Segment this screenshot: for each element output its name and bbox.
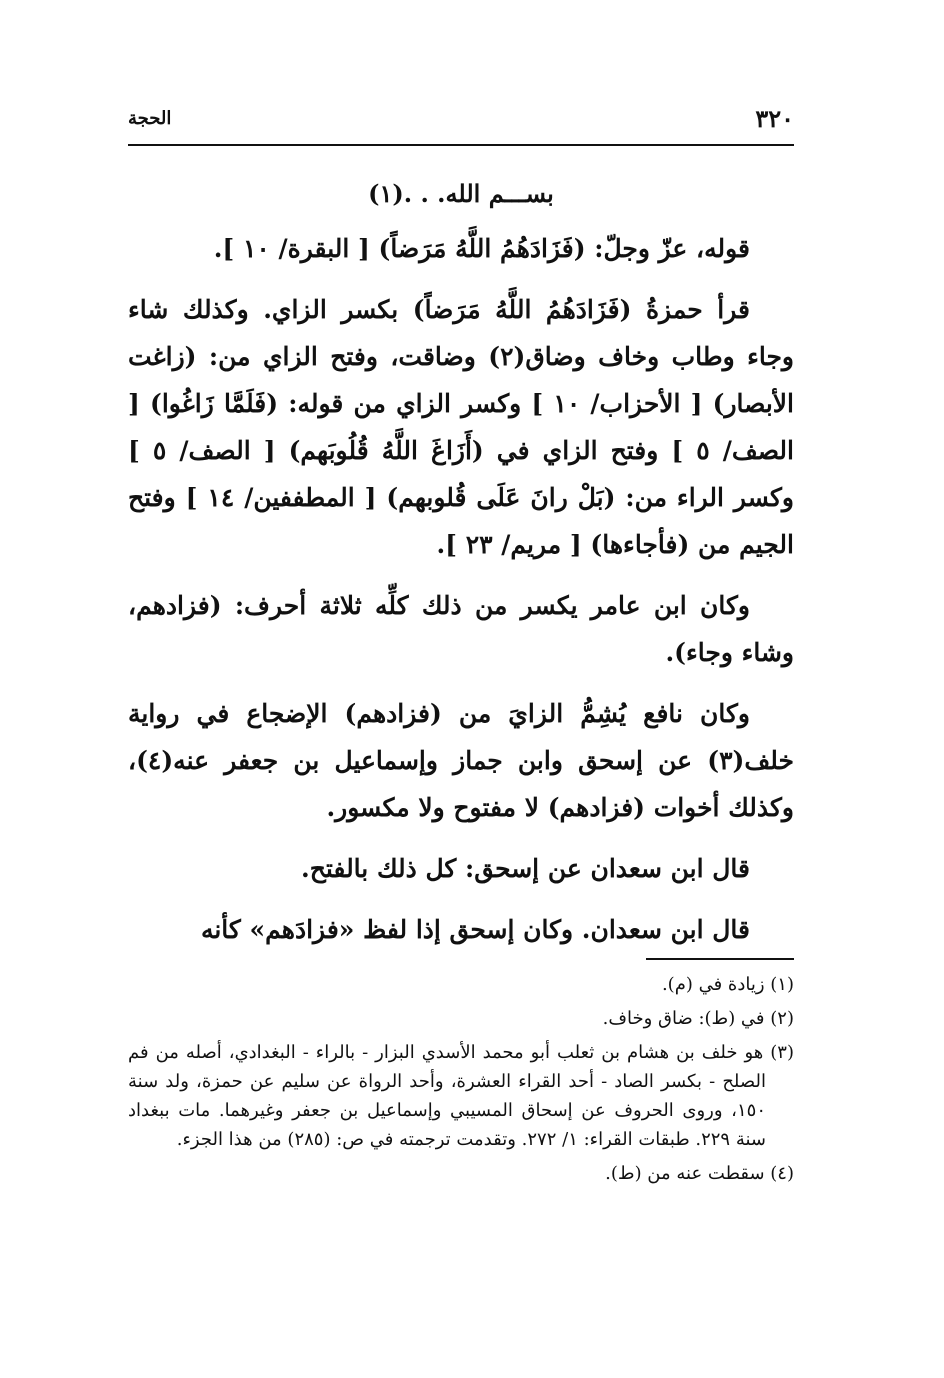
page-number: ٣٢٠	[755, 104, 794, 133]
footnote-2: (٢) في (ط): ضاق وخاف.	[602, 1008, 794, 1029]
footnote-rule	[646, 958, 794, 960]
main-text	[128, 170, 794, 967]
page-header	[128, 100, 794, 146]
bismillah-line: بســـم الله. . .(١)	[368, 179, 554, 208]
verse-heading: قوله، عزّ وجلّ: (فَزَادَهُمُ اللَّهُ مَرَضاً) [ البقرة/ ١٠ ].	[213, 234, 750, 263]
paragraph-hamza-reading: قرأ حمزةُ (فَزَادَهُمُ اللَّهُ مَرَضاً) بكسر الزاي. وكذلك شاء وجاء وطاب وخاف وضاق(٢) وضاقت، وفتح الزاي من: (زاغت الأبصار) [ الأحزاب/ ١٠ ] وكسر الزاي من قوله: (فَلَمَّا زَاغُوا) [ الصف/ ٥ ] وفتح الزاي في (أَزَاغَ اللَّهُ قُلُوبَهم) [ الصف/ ٥ ] وكسر الراء من: (بَلْ رانَ عَلَى قُلوبهم) [ المطففين/ ١٤ ] وفتح الجيم من (فأجاءها) [ مريم/ ٢٣ ].	[128, 295, 795, 559]
paragraph-nafi: وكان نافع يُشِمُّ الزايَ من (فزادهم) الإضجاع في رواية خلف(٣) عن إسحق وابن جماز وإسماعيل بن جعفر عنه(٤)، وكذلك أخوات (فزادهم) لا مفتوح ولا مكسور.	[128, 699, 794, 822]
footnote-3: (٣) هو خلف بن هشام بن ثعلب أبو محمد الأسدي البزار - بالراء - البغدادي، أصله من فم الصلح - بكسر الصاد - أحد القراء العشرة، وأحد الرواة عن سليم عن حمزة، ولد سنة ١٥٠، وروى الحروف عن إسحاق المسيبي وإسماعيل بن جعفر وغيرهما. مات ببغداد سنة ٢٢٩. طبقات القراء: ١/ ٢٧٢. وتقدمت ترجمته في ص: (٢٨٥) من هذا الجزء.	[128, 1042, 794, 1150]
running-title: الحجة	[128, 108, 172, 129]
paragraph-ibn-sadan-1: قال ابن سعدان عن إسحق: كل ذلك بالفتح.	[301, 854, 750, 883]
footnote-1: (١) زيادة في (م).	[661, 974, 794, 995]
footnote-4: (٤) سقطت عنه من (ط).	[605, 1163, 794, 1184]
footnotes	[128, 970, 794, 1193]
header-rule	[128, 144, 794, 146]
paragraph-ibn-amir: وكان ابن عامر يكسر من ذلك كلِّه ثلاثة أحرف: (فزادهم، وشاء وجاء).	[128, 591, 794, 667]
paragraph-ibn-sadan-2: قال ابن سعدان. وكان إسحق إذا لفظ «فزادَهم» كأنه	[200, 915, 750, 944]
